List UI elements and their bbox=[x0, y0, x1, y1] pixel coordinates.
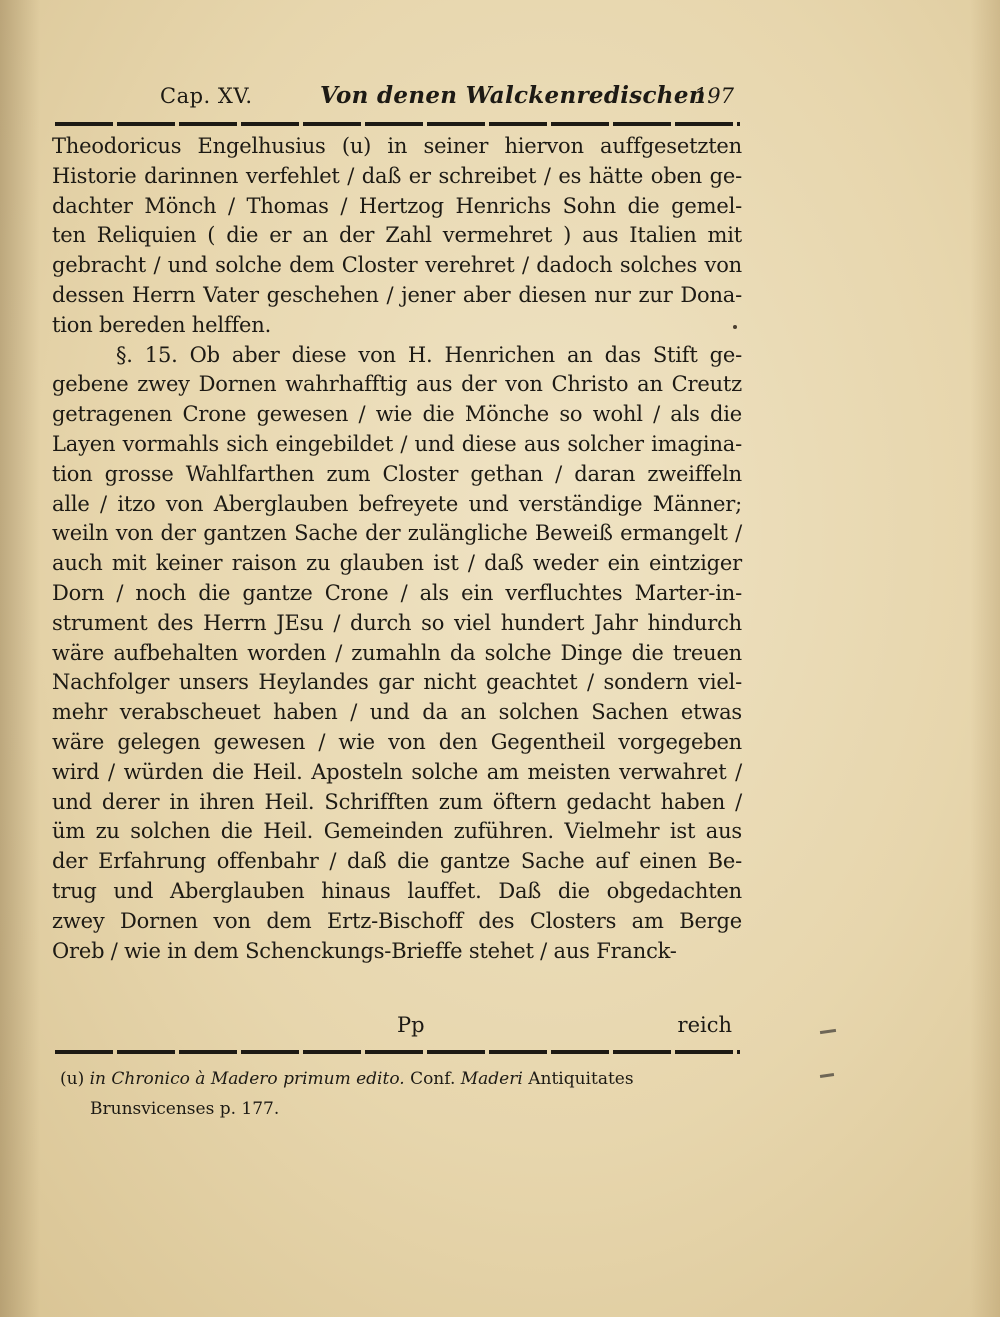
text-line: ten Reliquien ( die er an der Zahl vermehret ) aus Italien mit bbox=[52, 223, 742, 248]
text-line: alle / itzo von Aberglauben befreyete und verständige Männer; bbox=[52, 491, 742, 516]
body-text bbox=[52, 132, 742, 966]
text-line: auch mit keiner raison zu glauben ist / daß weder ein eintziger bbox=[52, 551, 742, 576]
catchword: reich bbox=[677, 1013, 732, 1037]
text-line: weiln von der gantzen Sache der zulängliche Beweiß ermangelt / bbox=[52, 521, 742, 546]
text-line: Historie darinnen verfehlet / daß er schreibet / es hätte oben ge- bbox=[52, 163, 742, 188]
text-line: wäre aufbehalten worden / zumahln da solche Dinge die treuen bbox=[52, 640, 742, 665]
text-line: üm zu solchen die Heil. Gemeinden zuführen. Vielmehr ist aus bbox=[52, 819, 742, 844]
chapter-label: Cap. XV. bbox=[160, 84, 253, 108]
footnote-marker: (u) bbox=[60, 1069, 85, 1089]
text-line: dachter Mönch / Thomas / Hertzog Henrichs Sohn die gemel- bbox=[52, 193, 742, 218]
footnote bbox=[60, 1064, 750, 1124]
footnote-rule bbox=[55, 1050, 740, 1054]
page-edge-shadow bbox=[970, 0, 1000, 1317]
footnote-line-1 bbox=[60, 1064, 750, 1094]
text-line: der Erfahrung offenbahr / daß die gantze Sache auf einen Be- bbox=[52, 849, 742, 874]
signature-mark: Pp bbox=[397, 1013, 425, 1037]
text-line: Nachfolger unsers Heylandes gar nicht geachtet / sondern viel- bbox=[52, 670, 742, 695]
text-line: Oreb / wie in dem Schenckungs-Brieffe stehet / aus Franck- bbox=[52, 938, 677, 963]
footnote-work: Antiquitates bbox=[528, 1069, 634, 1089]
footnote-author: Maderi bbox=[460, 1069, 523, 1089]
text-line: zwey Dornen von dem Ertz-Bischoff des Closters am Berge bbox=[52, 908, 742, 933]
text-line: Layen vormahls sich eingebildet / und diese aus solcher imagina- bbox=[52, 431, 742, 456]
text-line: gebracht / und solche dem Closter verehret / dadoch solches von bbox=[52, 253, 742, 278]
text-line: strument des Herrn JEsu / durch so viel hundert Jahr hindurch bbox=[52, 610, 742, 635]
page-gutter-shadow bbox=[0, 0, 40, 1317]
text-line: §. 15. Ob aber diese von H. Henrichen an das Stift ge- bbox=[116, 342, 742, 367]
text-line: gebene zwey Dornen wahrhafftig aus der von Christo an Creutz bbox=[52, 372, 742, 397]
ink-speck bbox=[733, 325, 737, 329]
catchword-line bbox=[52, 1013, 742, 1043]
text-line: tion grosse Wahlfarthen zum Closter gethan / daran zweiffeln bbox=[52, 461, 742, 486]
text-line: tion bereden helffen. bbox=[52, 312, 272, 337]
text-line: getragenen Crone gewesen / wie die Mönche so wohl / als die bbox=[52, 402, 742, 427]
text-line: dessen Herrn Vater geschehen / jener aber diesen nur zur Dona- bbox=[52, 282, 742, 307]
text-line: wäre gelegen gewesen / wie von den Gegentheil vorgegeben bbox=[52, 729, 742, 754]
footnote-source: in Chronico à Madero primum edito. bbox=[89, 1069, 405, 1089]
text-line: wird / würden die Heil. Aposteln solche am meisten verwahret / bbox=[52, 759, 742, 784]
text-line: Dorn / noch die gantze Crone / als ein verfluchtes Marter-in- bbox=[52, 580, 742, 605]
margin-mark bbox=[820, 1073, 834, 1078]
text-line: und derer in ihren Heil. Schrifften zum öftern gedacht haben / bbox=[52, 789, 742, 814]
text-line: Theodoricus Engelhusius (u) in seiner hiervon auffgesetzten bbox=[52, 134, 742, 158]
running-title: Von denen Walckenredischen bbox=[320, 82, 706, 109]
footnote-line-2: Brunsvicenses p. 177. bbox=[90, 1099, 280, 1119]
page-number: 197 bbox=[693, 84, 734, 108]
header-rule bbox=[55, 122, 740, 126]
text-line: trug und Aberglauben hinaus lauffet. Daß die obgedachten bbox=[52, 878, 742, 903]
text-line: mehr verabscheuet haben / und da an solchen Sachen etwas bbox=[52, 700, 742, 725]
running-header bbox=[52, 80, 742, 120]
footnote-conf: Conf. bbox=[410, 1069, 456, 1089]
margin-mark bbox=[820, 1029, 836, 1034]
